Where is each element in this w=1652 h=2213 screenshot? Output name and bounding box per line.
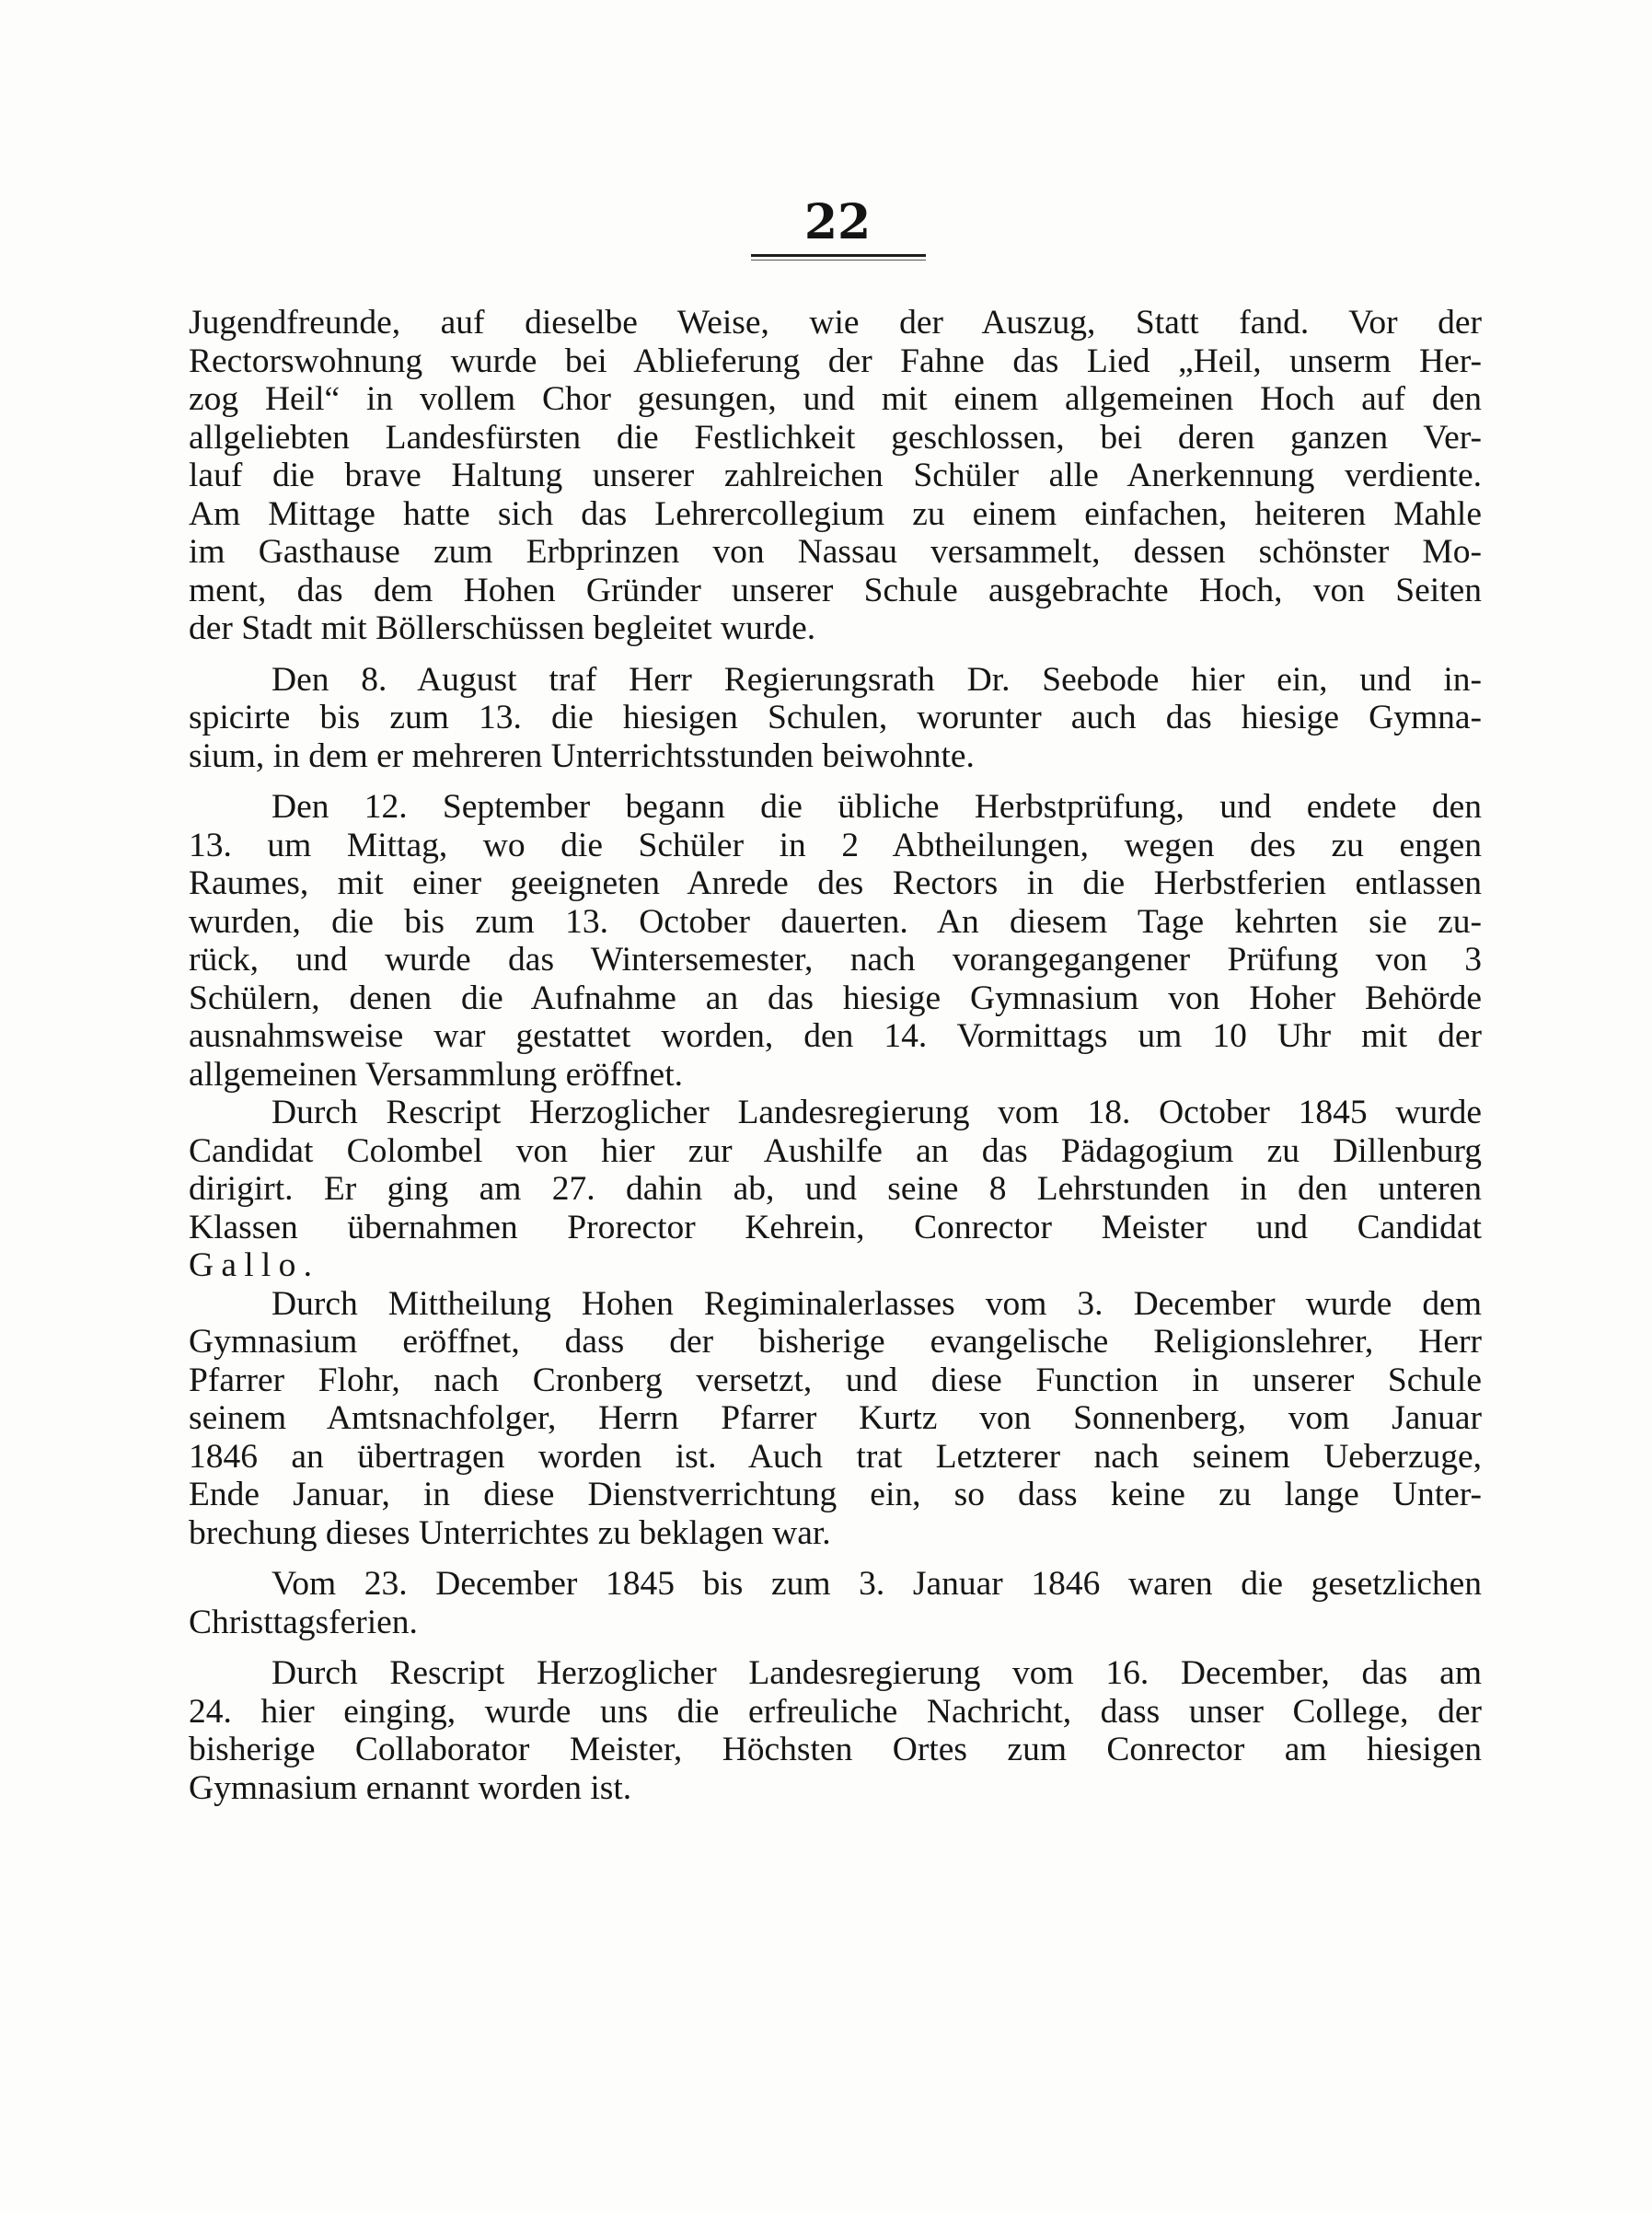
text-line: allgeliebten Landesfürsten die Festlichkeit geschlossen, bei deren ganzen Ver- [189,418,1482,457]
text-line: spicirte bis zum 13. die hiesigen Schulen, worunter auch das hiesige Gymna- [189,699,1482,736]
text-line: 24. hier einging, wurde uns die erfreuliche Nachricht, dass unser College, der [189,1692,1482,1731]
text-line: Klassen übernahmen Prorector Kehrein, Conrector Meister und Candidat [189,1208,1482,1246]
text-line: Den 12. September begann die übliche Herbstprüfung, und endete den [271,788,1482,826]
text-line: ausnahmsweise war gestattet worden, den 14. Vormittags um 10 Uhr mit der [189,1017,1482,1055]
paragraph-5 [189,1285,1482,1553]
text-line: Candidat Colombel von hier zur Aushilfe an das Pädagogium zu Dillenburg [189,1131,1482,1170]
text-line: Vom 23. December 1845 bis zum 3. Januar 1846 waren die gesetzlichen [271,1565,1482,1603]
text-line: Den 8. August traf Herr Regierungsrath Dr. Seebode hier ein, und in- [271,660,1482,699]
text-line: bisherige Collaborator Meister, Höchsten Ortes zum Conrector am hiesigen [189,1731,1482,1768]
text-line: seinem Amtsnachfolger, Herrn Pfarrer Kurtz von Sonnenberg, vom Januar [189,1399,1482,1437]
text-line: Gymnasium eröffnet, dass der bisherige evangelische Religionslehrer, Herr [189,1323,1482,1361]
text-line: dirigirt. Er ging am 27. dahin ab, und seine 8 Lehrstunden in den unteren [189,1170,1482,1208]
text-line: Schülern, denen die Aufnahme an das hiesige Gymnasium von Hoher Behörde [189,979,1482,1017]
text-line: wurden, die bis zum 13. October dauerten. An diesem Tage kehrten sie zu- [189,902,1482,941]
text-line: Am Mittage hatte sich das Lehrercollegium zu einem einfachen, heiteren Mahle [189,494,1482,533]
text-line: 1846 an übertragen worden ist. Auch trat Letzterer nach seinem Ueberzuge, [189,1437,1482,1476]
paragraph-3 [189,788,1482,1094]
text-line: Pfarrer Flohr, nach Cronberg versetzt, und diese Function in unserer Schule [189,1361,1482,1399]
text-line: Durch Rescript Herzoglicher Landesregierung vom 18. October 1845 wurde [271,1094,1482,1131]
text-line: sium, in dem er mehreren Unterrichtsstunden beiwohnte. [189,736,975,775]
paragraph-6 [189,1565,1482,1641]
paragraph-7 [189,1654,1482,1807]
text-line: Raumes, mit einer geeigneten Anrede des Rectors in die Herbstferien entlassen [189,864,1482,902]
body-text [189,304,1482,1807]
paragraph-4 [189,1094,1482,1285]
text-line: lauf die brave Haltung unserer zahlreichen Schüler alle Anerkennung verdiente. [189,457,1482,494]
text-line: Durch Rescript Herzoglicher Landesregierung vom 16. December, das am [271,1654,1482,1692]
paragraph-1 [189,304,1482,648]
text-line: allgemeinen Versammlung eröffnet. [189,1055,683,1094]
header-rule [751,254,926,257]
paragraph-2 [189,661,1482,776]
text-line: Jugendfreunde, auf dieselbe Weise, wie der Auszug, Statt fand. Vor der [189,304,1482,342]
text-line: der Stadt mit Böllerschüssen begleitet wurde. [189,609,816,647]
text-line: Ende Januar, in diese Dienstverrichtung ein, so dass keine zu lange Unter- [189,1476,1482,1513]
text-line: zog Heil“ in vollem Chor gesungen, und mit einem allgemeinen Hoch auf den [189,380,1482,418]
text-line: Durch Mittheilung Hohen Regiminalerlasses vom 3. December wurde dem [271,1284,1482,1323]
text-line: rück, und wurde das Wintersemester, nach vorangegangener Prüfung von 3 [189,941,1482,979]
text-line: brechung dieses Unterrichtes zu beklagen war. [189,1513,831,1552]
page-number: 22 [803,194,872,250]
text-line: Gallo. [189,1246,320,1284]
text-line: Christtagsferien. [189,1603,418,1641]
text-line: Rectorswohnung wurde bei Ablieferung der Fahne das Lied „Heil, unserm Her- [189,342,1482,380]
text-line: im Gasthause zum Erbprinzen von Nassau versammelt, dessen schönster Mo- [189,533,1482,571]
header-rule-thin [751,260,926,261]
text-line: Gymnasium ernannt worden ist. [189,1768,632,1807]
text-line: 13. um Mittag, wo die Schüler in 2 Abtheilungen, wegen des zu engen [189,826,1482,864]
text-line: ment, das dem Hohen Gründer unserer Schule ausgebrachte Hoch, von Seiten [189,571,1482,609]
